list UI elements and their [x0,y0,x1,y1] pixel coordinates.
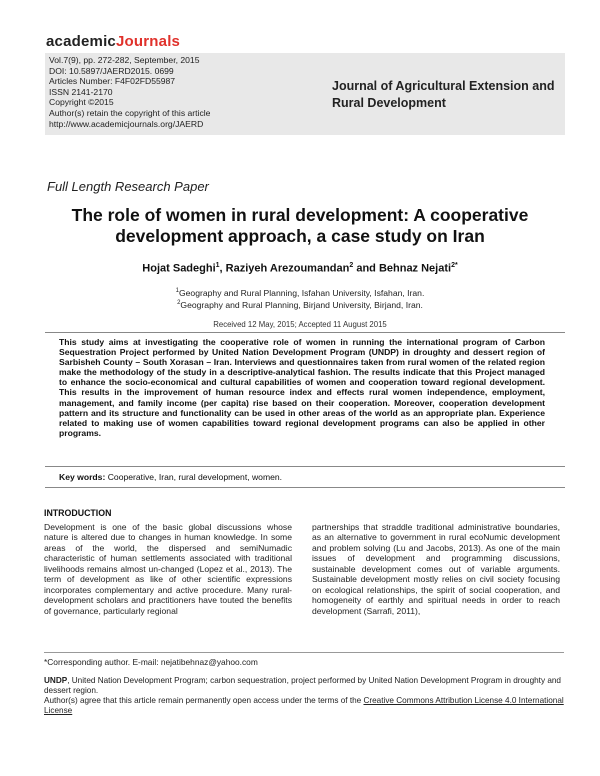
paper-type: Full Length Research Paper [47,179,209,194]
intro-column-right: partnerships that straddle traditional administrative boundaries, as an alternative to government in rural ecoNumic development and problem solving (Lu and Jacobs, 2013). As one of the main issues of development and programming discussions, sustainable development comes out of variable arguments. Sustainable development mostly relies on civil society focusing on ecological relationships, the spirit of social cooperation, and homogeneity of earthly and spiritual needs in order to reach development (Sarrafi, 2011), [312,522,560,616]
corresponding-author: *Corresponding author. E-mail: nejatibehnaz@yahoo.com [44,657,258,667]
author-list [30,262,570,275]
abstract-top-rule [45,332,565,333]
license-note [44,696,566,716]
author-affiliation-mark: 1 [215,262,220,269]
keywords-label: Key words: [59,472,106,482]
meta-copyright: Copyright ©2015 [49,97,114,108]
abstract: This study aims at investigating the cooperative role of women in running the international program of Carbon Sequestration Project performed by United Nation Development Program (UNDP) in droughty and dessert region of Sarbisheh County – South Xorasan – Iran. Interviews and questionnaires taken from rural women of the related region make the methodology of the study in a descriptive-analytical fashion. The results indicate that this Project managed to enhance the socio-economical and cultural capabilities of women and cooperation toward regional development. This results in the improvement of human resource index and effects rural women independence, employment, management, and family income (per capita) rise based on their cooperation. Moreover, cooperation development pattern and its structure and functionality can be used in other areas of the world as an appropriate plan. Experience related to making use of women capabilities toward regional development programs can also be applied in other programs. [59,337,545,438]
meta-article-number: Articles Number: F4F02FD55987 [49,76,176,87]
license-link[interactable]: Creative Commons Attribution License 4.0 International License [44,696,564,716]
logo-part-academic: academic [46,33,116,50]
logo-part-journals: Journals [115,33,181,50]
article-title [30,205,570,247]
journal-name [332,78,572,112]
title-line1: The role of women in rural development: A cooperative [71,205,529,225]
footnotes [44,676,566,716]
abbreviation-text: , United Nation Development Program; carbon sequestration, project performed by United Nation Development Program in droughty and dessert region. [44,676,561,696]
author-affiliation-mark: 2* [451,262,458,269]
meta-volume: Vol.7(9), pp. 272-282, September, 2015 [49,55,200,65]
title-line2: development approach, a case study on Iran [115,226,485,246]
author-name: Raziyeh Arezoumandan [225,262,350,275]
keywords-top-rule [45,466,565,467]
affiliation-2: $^2$Geography and Rural Planning, Birjand University, Birjand, Iran. [177,300,423,311]
abbreviation-label: UNDP [44,676,68,685]
author-name: Behnaz Nejati [378,262,452,275]
footnote-rule [44,652,564,653]
journal-name-line2: Rural Development [332,96,446,110]
abbreviations [44,676,566,696]
author-name: Hojat Sadeghi [142,262,216,275]
license-text: Author(s) agree that this article remain permanently open access under the terms of the [44,696,364,706]
received-dates: Received 12 May, 2015; Accepted 11 August 2015 [213,320,387,329]
article-metadata [49,55,309,129]
author-separator: , [219,262,226,275]
intro-column-left: Development is one of the basic global discussions whose nature is altered due to changes in human knowledge. In some areas of the world, the dispersed and semiNumadic characteristic of human settlements associated with traditional livelihoods remains almost un-changed (Lopez et al., 2013). The term of development as like of other scientific expressions incorporates complementary and active procedure. Many rural-development scholars and practitioners have touted the benefits of governance, particularly regional [44,522,292,616]
journal-name-line1: Journal of Agricultural Extension and [332,79,555,93]
author-affiliation-mark: 2 [349,262,354,269]
meta-issn: ISSN 2141-2170 [49,86,113,97]
section-heading-introduction: INTRODUCTION [44,508,112,518]
affiliation-1: $^1$Geography and Rural Planning, Isfahan University, Isfahan, Iran. [175,287,425,298]
keywords-bottom-rule [45,487,565,488]
keywords [59,472,545,482]
meta-rights: Author(s) retain the copyright of this article [49,107,211,118]
keywords-list: Cooperative, Iran, rural development, women. [107,472,283,482]
affiliations [30,286,570,311]
author-separator: and [353,262,379,275]
meta-doi: DOI: 10.5897/JAERD2015. 0699 [49,65,174,76]
publisher-logo [46,33,180,50]
meta-url[interactable]: http://www.academicjournals.org/JAERD [49,118,204,129]
